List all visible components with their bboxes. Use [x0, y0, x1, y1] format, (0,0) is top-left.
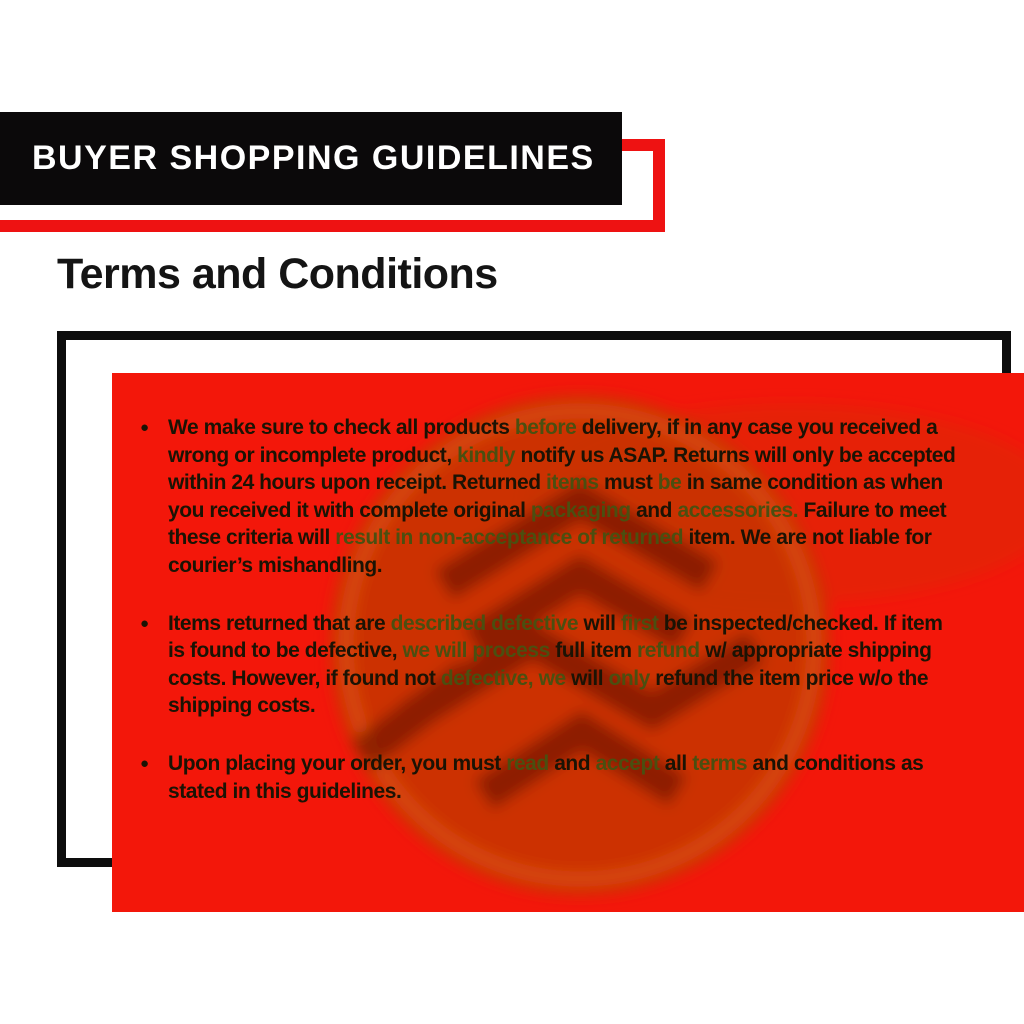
terms-text-line: shipping costs. — [168, 694, 316, 718]
terms-text-line: courier’s mishandling. — [168, 553, 383, 577]
terms-text-line: these criteria will result in non-acceptance of returned item. We are not liable for — [168, 526, 932, 550]
terms-text-line: Upon placing your order, you must read and accept all terms and conditions as — [168, 751, 924, 775]
bullet-dot-icon: ● — [140, 614, 150, 632]
bullet-dot-icon: ● — [140, 419, 150, 436]
list-item — [140, 750, 1010, 805]
banner — [0, 112, 622, 205]
bullet-dot-icon: ● — [140, 754, 150, 772]
page-title: Terms and Conditions — [57, 250, 498, 298]
terms-bullet-list — [140, 414, 1010, 805]
terms-text-line: wrong or incomplete product, kindly notify us ASAP. Returns will only be accepted — [168, 443, 956, 467]
terms-text-line: We make sure to check all products before delivery, if in any case you received a — [168, 416, 938, 439]
list-item — [140, 414, 1010, 580]
terms-text-line: you received it with complete original packaging and accessories. Failure to meet — [168, 498, 947, 522]
terms-text-line: within 24 hours upon receipt. Returned items must be in same condition as when — [168, 471, 943, 495]
terms-text-line: costs. However, if found not defective, we will only refund the item price w/o the — [168, 666, 929, 690]
terms-panel — [112, 373, 1024, 912]
terms-text-line: stated in this guidelines. — [168, 779, 402, 803]
terms-text-line: Items returned that are described defective will first be inspected/checked. If item — [168, 611, 943, 635]
banner-title: BUYER SHOPPING GUIDELINES — [32, 139, 595, 177]
terms-text-line: is found to be defective, we will process full item refund w/ appropriate shipping — [168, 639, 932, 663]
list-item — [140, 610, 1010, 720]
